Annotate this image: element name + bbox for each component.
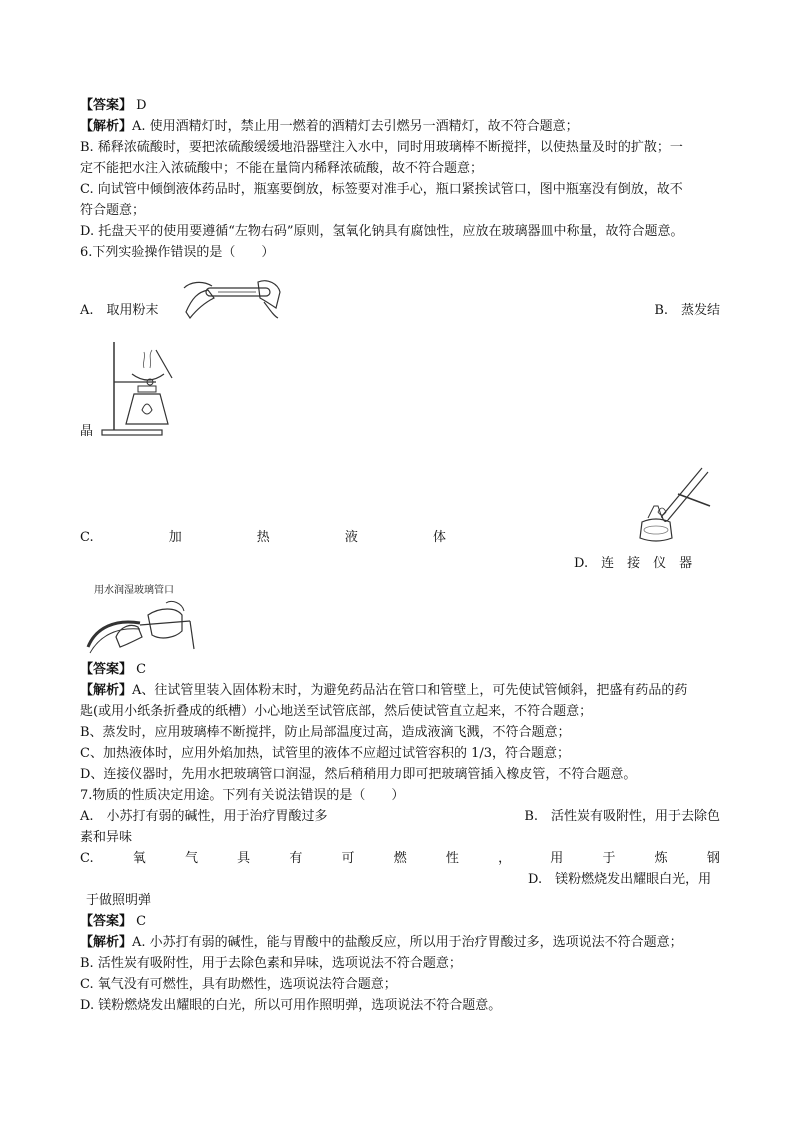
- q7-option-c-char: 于: [602, 851, 616, 866]
- q7-option-c-char: 性: [445, 851, 459, 866]
- q6-option-c-char: 热: [256, 530, 270, 545]
- q5-analysis-line-6: D. 托盘天平的使用要遵循“左物右码”原则，氢氧化钠具有腐蚀性，应放在玻璃器皿中称量，故符合题意。: [80, 224, 684, 239]
- analysis-label: 【解析】: [80, 119, 133, 134]
- answer-value: C: [136, 914, 147, 929]
- q7-option-d: D. 镁粉燃烧发出耀眼白光，用: [528, 872, 712, 887]
- q6-option-c-char: 液: [344, 530, 358, 545]
- q6-option-c: [80, 529, 460, 547]
- analysis-label: 【解析】: [80, 683, 133, 698]
- q5-answer: [80, 97, 147, 115]
- q7-option-c-char: 钢: [706, 851, 720, 866]
- q7-option-c-char: 可: [341, 851, 355, 866]
- q6-option-c-char: 加: [168, 530, 182, 545]
- q7-option-c-char: 炼: [654, 851, 668, 866]
- q6-options-ab: [80, 302, 720, 320]
- q7-option-c-char: 气: [184, 851, 198, 866]
- q6-option-d: D. 连 接 仪 器: [574, 556, 693, 571]
- q6-option-b: B. 蒸发结: [654, 303, 720, 318]
- analysis-text: A. 使用酒精灯时，禁止用一燃着的酒精灯去引燃另一酒精灯，故不符合题意；: [132, 119, 579, 134]
- q6-analysis-line-1: [80, 682, 687, 700]
- q7-option-a: A. 小苏打有弱的碱性，用于治疗胃酸过多: [80, 809, 328, 824]
- q5-analysis-line-5: 符合题意；: [80, 203, 146, 218]
- q7-analysis-line-4: D. 镁粉燃烧发出耀眼的白光，所以可用作照明弹，选项说法不符合题意。: [80, 998, 502, 1013]
- q7-option-c-char: 有: [289, 851, 303, 866]
- q7-analysis-line-1: [80, 934, 683, 952]
- q5-analysis-line-1: [80, 118, 579, 136]
- q6-answer: [80, 661, 146, 679]
- analysis-label: 【解析】: [80, 935, 133, 950]
- q7-answer: [80, 913, 146, 931]
- q6-analysis-line-2: 匙(或用小纸条折叠成的纸槽）小心地送至试管底部，然后使试管直立起来，不符合题意；: [80, 704, 593, 719]
- q6-option-c-char: 体: [432, 530, 446, 545]
- q7-analysis-line-2: B. 活性炭有吸附性，用于去除色素和异味，选项说法不符合题意；: [80, 956, 462, 971]
- answer-label: 【答案】: [80, 662, 133, 677]
- q5-analysis-line-3: 定不能把水注入浓硫酸中；不能在量筒内稀释浓硫酸，故不符合题意；: [80, 161, 484, 176]
- connecting-instruments-image: [86, 585, 206, 659]
- q7-analysis-line-3: C. 氧气没有可燃性，具有助燃性，选项说法符合题意；: [80, 977, 397, 992]
- analysis-text: A. 小苏打有弱的碱性，能与胃酸中的盐酸反应，所以用于治疗胃酸过多，选项说法不符合题意；: [132, 935, 683, 950]
- q7-option-b-cont: 素和异味: [80, 830, 133, 845]
- image-caption: 用水润湿玻璃管口: [94, 585, 174, 596]
- q5-analysis-line-2: B. 稀释浓硫酸时，要把浓硫酸缓缓地沿器壁注入水中，同时用玻璃棒不断搅拌，以使热量及时的扩散；一: [80, 140, 683, 155]
- q7-question: 7.物质的性质决定用途。下列有关说法错误的是（ ）: [80, 788, 405, 803]
- q7-option-c: [80, 850, 720, 868]
- q7-option-c-char: 燃: [393, 851, 407, 866]
- answer-value: D: [136, 98, 147, 113]
- q6-question: 6.下列实验操作错误的是（ ）: [80, 245, 275, 260]
- q7-option-c-char: 用: [550, 851, 564, 866]
- q6-analysis-line-3: B、蒸发时，应用玻璃棒不断搅拌，防止局部温度过高，造成液滴飞溅，不符合题意；: [80, 725, 571, 740]
- q7-option-d-cont: 于做照明弹: [86, 893, 152, 908]
- answer-value: C: [136, 662, 147, 677]
- q6-option-b-cont: 晶: [80, 424, 94, 439]
- answer-label: 【答案】: [80, 98, 133, 113]
- q7-option-c-label: C.: [80, 851, 94, 866]
- q7-option-c-char: 氧: [132, 851, 146, 866]
- q7-option-b: B. 活性炭有吸附性，用于去除色: [524, 809, 720, 824]
- analysis-text: A、往试管里装入固体粉末时，为避免药品沾在管口和管壁上，可先使试管倾斜，把盛有药品的药: [132, 683, 688, 698]
- q6-option-a: A. 取用粉末: [80, 303, 159, 318]
- evaporation-apparatus-image: [98, 338, 180, 436]
- q6-analysis-line-4: C、加热液体时，应用外焰加热，试管里的液体不应超过试管容积的 1/3，符合题意；: [80, 746, 571, 761]
- q6-option-c-label: C.: [80, 530, 94, 545]
- heating-liquid-image: [632, 460, 712, 544]
- q6-analysis-line-5: D、连接仪器时，先用水把玻璃管口润湿，然后稍稍用力即可把玻璃管插入橡皮管，不符合题意。: [80, 767, 637, 782]
- answer-label: 【答案】: [80, 914, 133, 929]
- q7-option-c-char: ，: [498, 851, 512, 866]
- q7-option-c-char: 具: [237, 851, 251, 866]
- q5-analysis-line-4: C. 向试管中倾倒液体药品时，瓶塞要倒放，标签要对准手心，瓶口紧挨试管口，图中瓶塞没有倒放，故不: [80, 182, 683, 197]
- q7-options-ab: [80, 808, 720, 826]
